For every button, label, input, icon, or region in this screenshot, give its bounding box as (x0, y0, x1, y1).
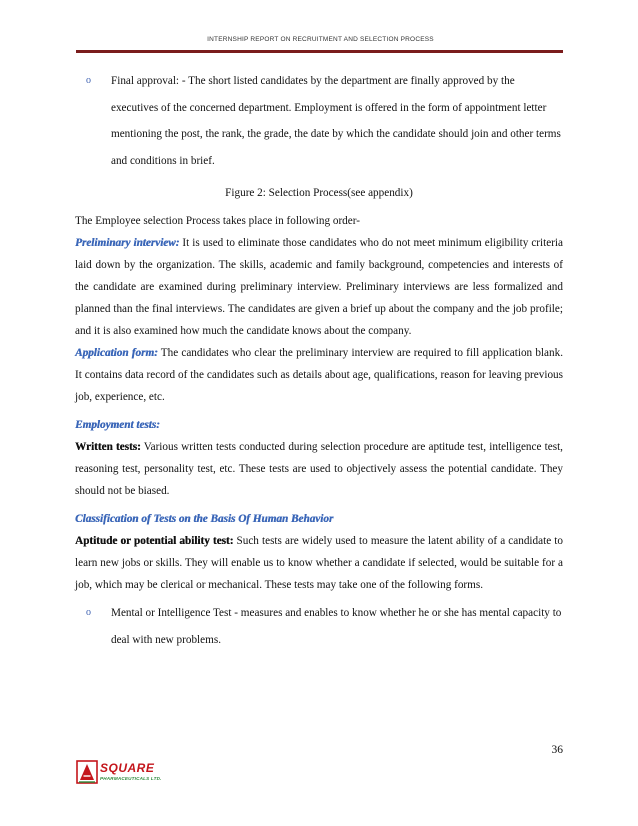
written-tests-text: Various written tests conducted during selection procedure are aptitude test, intelligence test, reasoning test, personality test, etc. These tests are used to objectively assess the potential candidate. They should not be biased. (75, 441, 563, 497)
aptitude-heading: Aptitude or potential ability test: (75, 535, 234, 547)
square-logo-icon (76, 760, 98, 784)
list-item-final-approval (75, 68, 563, 174)
bullet-marker: o (86, 75, 91, 86)
intro-text: The Employee selection Process takes place in following order- (75, 215, 360, 227)
preliminary-heading: Preliminary interview: (75, 237, 180, 249)
header-rule (76, 50, 563, 53)
final-approval-text: Final approval: - The short listed candidates by the department are finally approved by the executives of the concerned department. Employment is offered in the form of appointment letter mentioning the post, the rank, the grade, the date by which the candidate should join and other terms and conditions in brief. (111, 75, 561, 167)
logo-wordmark: SQUARE (100, 761, 155, 775)
list-item-mental-test (75, 600, 563, 653)
application-paragraph (75, 342, 563, 408)
page-body (75, 64, 563, 653)
aptitude-text: Such tests are widely used to measure the latent ability of a candidate to learn new jobs or skills. They will enable us to know whether a candidate if selected, would be suitable for a job, which may be clerical or mechanical. These tests may take one of the following forms. (75, 535, 563, 591)
application-heading: Application form: (75, 347, 158, 359)
mental-test-text: Mental or Intelligence Test - measures and enables to know whether he or she has mental capacity to deal with new problems. (111, 607, 562, 646)
aptitude-paragraph (75, 530, 563, 596)
preliminary-paragraph (75, 232, 563, 342)
running-header: INTERNSHIP REPORT ON RECRUITMENT AND SELECTION PROCESS (207, 36, 434, 43)
application-text: The candidates who clear the preliminary interview are required to fill application blank. It contains data record of the candidates such as details about age, qualifications, reason for leaving previous job, experience, etc. (75, 347, 563, 403)
page-number: 36 (551, 744, 563, 756)
figure-caption: Figure 2: Selection Process(see appendix) (225, 187, 413, 199)
logo-subtitle: PHARMACEUTICALS LTD. (100, 776, 162, 781)
classification-heading-row (75, 508, 563, 530)
bullet-marker: o (86, 607, 91, 618)
employment-tests-heading: Employment tests: (75, 419, 160, 431)
written-tests-paragraph (75, 436, 563, 502)
classification-heading: Classification of Tests on the Basis Of Human Behavior (75, 513, 334, 525)
employment-tests-heading-row (75, 414, 563, 436)
company-logo (76, 760, 166, 786)
preliminary-text: It is used to eliminate those candidates who do not meet minimum eligibility criteria laid down by the organization. The skills, academic and family background, competencies and interests of the candidate are examined during preliminary interview. Preliminary interviews are less formalized and planned than the final interviews. The candidates are given a brief up about the company and the job profile; and it is also examined how much the candidate knows about the company. (75, 237, 563, 337)
written-tests-heading: Written tests: (75, 441, 141, 453)
